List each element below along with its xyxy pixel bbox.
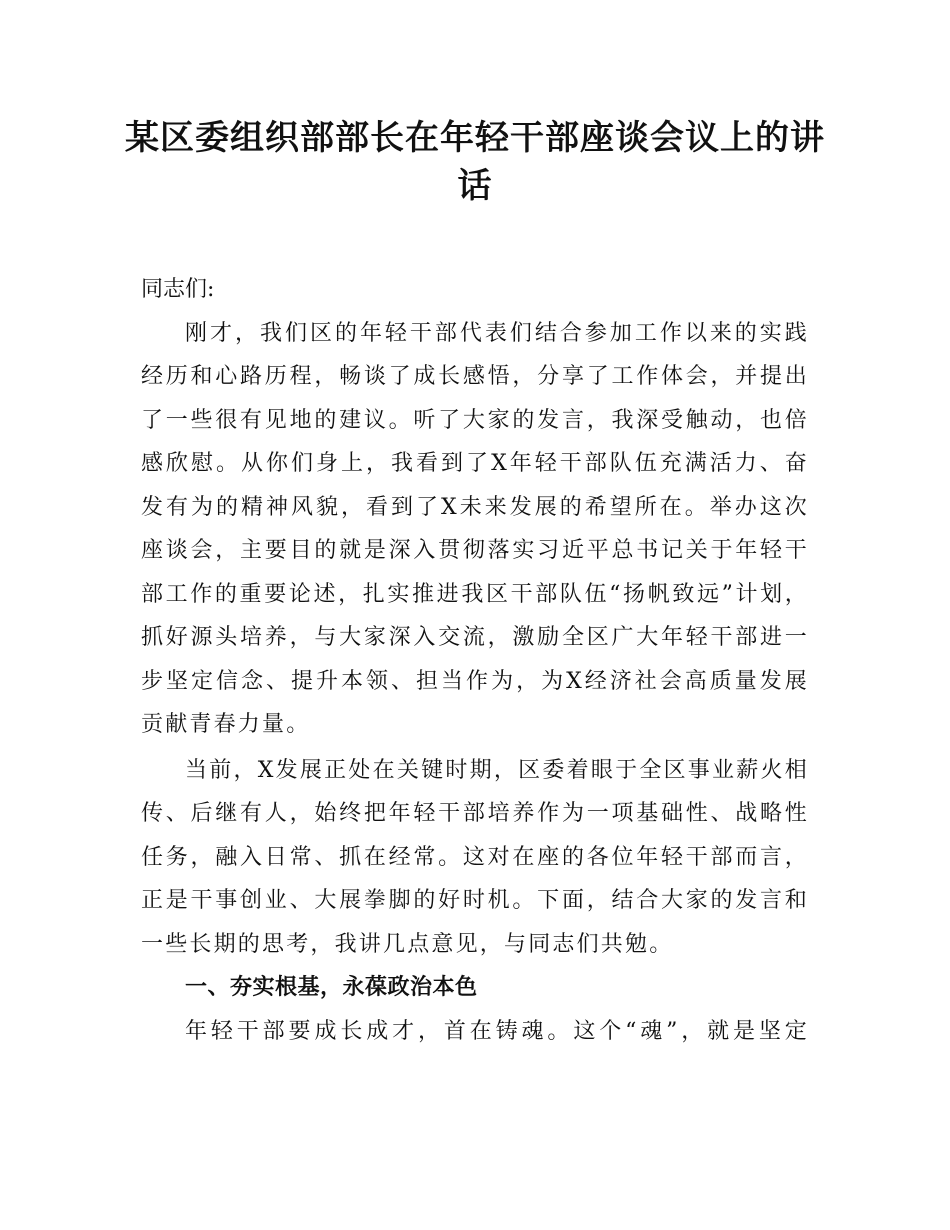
document-title [120, 114, 830, 210]
section-paragraph: 年轻干部要成长成才，首在铸魂。这个“魂”，就是坚定 [185, 1018, 809, 1044]
paragraph-context: 当前，X发展正处在关键时期，区委着眼于全区事业薪火相传、后继有人，始终把年轻干部培养作为一项基础性、战略性任务，融入日常、抓在经常。这对在座的各位年轻干部而言，正是干事创业、大展拳脚的好时机。下面，结合大家的发言和一些长期的思考，我讲几点意见，与同志们共勉。 [141, 757, 809, 957]
section-heading: 一、夯实根基，永葆政治本色 [185, 975, 478, 1000]
paragraph-intro: 刚才，我们区的年轻干部代表们结合参加工作以来的实践经历和心路历程，畅谈了成长感悟，分享了工作体会，并提出了一些很有见地的建议。听了大家的发言，我深受触动，也倍感欣慰。从你们身上，我看到了X年轻干部队伍充满活力、奋发有为的精神风貌，看到了X未来发展的希望所在。举办这次座谈会，主要目的就是深入贯彻落实习近平总书记关于年轻干部工作的重要论述，扎实推进我区干部队伍“扬帆致远”计划，抓好源头培养，与大家深入交流，激励全区广大年轻干部进一步坚定信念、提升本领、担当作为，为X经济社会高质量发展贡献青春力量。 [141, 320, 809, 737]
salutation: 同志们: [141, 277, 215, 302]
title-text: 某区委组织部部长在年轻干部座谈会议上的讲话 [125, 118, 825, 206]
document-body [141, 268, 809, 1053]
